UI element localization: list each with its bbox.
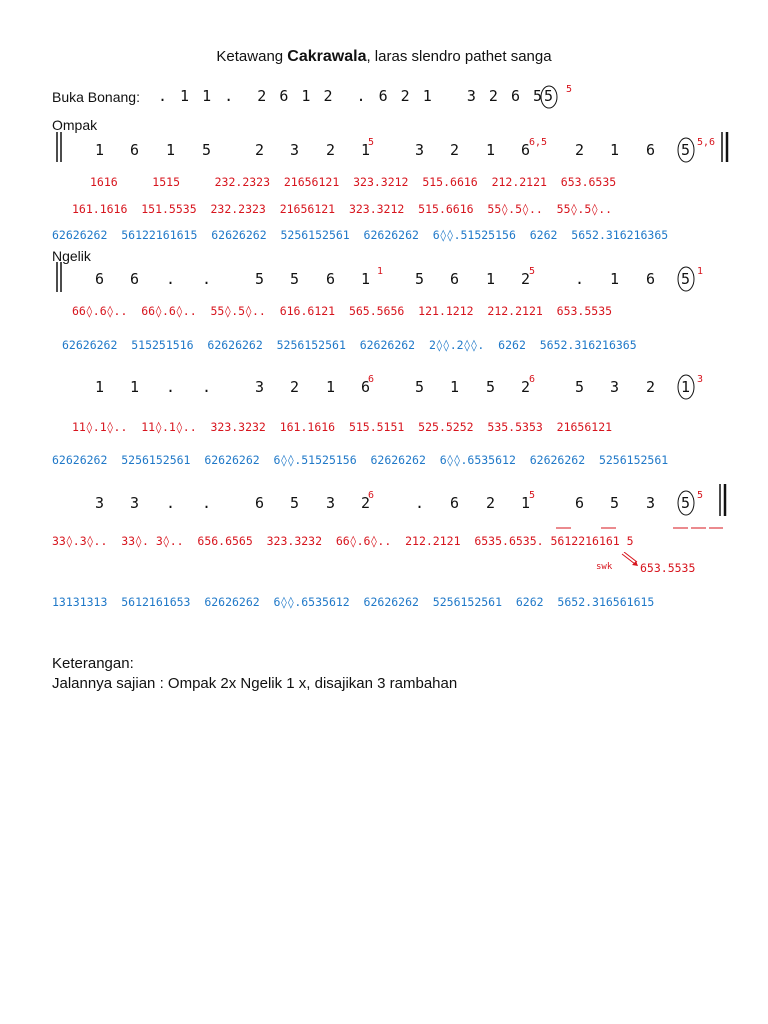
balungan-note: 2: [255, 141, 265, 159]
gong-mark: 5,6: [697, 137, 716, 148]
balungan-note: 5: [681, 141, 691, 159]
balungan-note: 6: [130, 270, 140, 288]
balungan-note: 1: [681, 378, 691, 396]
balungan-note: 6: [450, 494, 460, 512]
balungan-note: 5: [486, 378, 496, 396]
ompak-red-line-2: 161.1616 151.5535 232.2323 21656121 323.3212 515.6616 55◊.5◊.. 55◊.5◊..: [72, 202, 613, 216]
balungan-note: 2: [290, 378, 300, 396]
ngelik-blue-line-2: 62626262 5256152561 62626262 6◊◊.51525156 62626262 6◊◊.6535612 62626262 5256152561: [52, 453, 669, 467]
keterangan-heading: Keterangan:: [52, 655, 134, 672]
balungan-note: 3: [255, 378, 265, 396]
balungan-note: 3: [326, 494, 336, 512]
balungan-note: 6: [95, 270, 105, 288]
ngelik-red-line-3: 33◊.3◊.. 33◊. 3◊.. 656.6565 323.3232 66◊.6◊.. 212.2121 6535.6535. 5612216161 5: [52, 534, 634, 548]
gong-mark: 6: [368, 490, 375, 501]
balungan-note: 5: [290, 494, 300, 512]
title-prefix: Ketawang: [216, 48, 288, 65]
buka-notes: . 1 1 . 2 6 1 2 . 6 2 1 3 2 6 5: [158, 87, 545, 105]
buka-gong-note: 5: [544, 87, 554, 105]
balungan-note: .: [415, 494, 425, 512]
balungan-note: 1: [450, 378, 460, 396]
ngelik-repeat-open-icon: [55, 262, 67, 294]
balungan-note: 5: [610, 494, 620, 512]
balungan-note: 1: [610, 141, 620, 159]
ompak-repeat-open-icon: [55, 132, 67, 164]
balungan-note: 5: [290, 270, 300, 288]
balungan-note: .: [166, 494, 176, 512]
overline-marks: [555, 526, 725, 534]
balungan-note: 1: [486, 141, 496, 159]
ompak-blue-line: 62626262 56122161615 62626262 5256152561 62626262 6◊◊.51525156 6262 5652.316216365: [52, 228, 669, 242]
gong-mark: 1: [697, 266, 704, 277]
gong-circle: [675, 373, 697, 401]
balungan-note: 6: [450, 270, 460, 288]
balungan-note: 2: [326, 141, 336, 159]
balungan-note: 2: [450, 141, 460, 159]
balungan-note: 3: [415, 141, 425, 159]
balungan-note: 2: [521, 270, 531, 288]
balungan-note: 5: [681, 494, 691, 512]
balungan-note: 1: [361, 141, 371, 159]
balungan-note: 3: [130, 494, 140, 512]
balungan-note: 6: [361, 378, 371, 396]
swk-red-line: 653.5535: [640, 561, 696, 575]
balungan-note: 5: [575, 378, 585, 396]
balungan-note: 1: [166, 141, 176, 159]
balungan-note: 1: [361, 270, 371, 288]
ompak-label: Ompak: [52, 117, 98, 133]
balungan-note: 3: [290, 141, 300, 159]
gong-mark: 1: [377, 266, 384, 277]
balungan-note: 2: [646, 378, 656, 396]
balungan-note: 1: [326, 378, 336, 396]
balungan-note: .: [166, 378, 176, 396]
title-suffix: , laras slendro pathet sanga: [366, 48, 552, 65]
final-barline-icon: [716, 484, 730, 518]
balungan-note: 6: [521, 141, 531, 159]
balungan-note: 6: [130, 141, 140, 159]
gong-mark: 5: [529, 490, 536, 501]
balungan-note: .: [202, 378, 212, 396]
balungan-note: 2: [575, 141, 585, 159]
balungan-note: 2: [521, 378, 531, 396]
page-title: [0, 48, 768, 66]
balungan-note: 5: [415, 270, 425, 288]
balungan-note: 6: [646, 270, 656, 288]
balungan-note: 6: [575, 494, 585, 512]
balungan-note: 6: [646, 141, 656, 159]
balungan-note: 1: [486, 270, 496, 288]
keterangan-text: Jalannya sajian : Ompak 2x Ngelik 1 x, disajikan 3 rambahan: [52, 675, 458, 692]
title-name: Cakrawala: [287, 48, 367, 65]
ngelik-blue-line-3: 13131313 5612161653 62626262 6◊◊.6535612 62626262 5256152561 6262 5652.316561615: [52, 595, 655, 609]
balungan-note: .: [202, 494, 212, 512]
balungan-note: 1: [521, 494, 531, 512]
balungan-note: 2: [361, 494, 371, 512]
gong-mark: 6,5: [529, 137, 548, 148]
ompak-repeat-close-icon: [718, 132, 732, 164]
ngelik-red-line-1: 66◊.6◊.. 66◊.6◊.. 55◊.5◊.. 616.6121 565.5656 121.1212 212.2121 653.5535: [72, 304, 613, 318]
gong-mark: 6: [368, 374, 375, 385]
ngelik-blue-line-1: 62626262 515251516 62626262 5256152561 62626262 2◊◊.2◊◊. 6262 5652.316216365: [62, 338, 637, 352]
balungan-note: .: [202, 270, 212, 288]
balungan-note: 3: [610, 378, 620, 396]
balungan-note: 3: [646, 494, 656, 512]
balungan-note: .: [166, 270, 176, 288]
balungan-note: 3: [95, 494, 105, 512]
gong-circle: [675, 489, 697, 517]
balungan-note: 1: [95, 141, 105, 159]
balungan-note: 1: [130, 378, 140, 396]
gong-mark: 5: [697, 490, 704, 501]
gong-circle: [675, 136, 697, 164]
balungan-note: 1: [610, 270, 620, 288]
balungan-note: .: [575, 270, 585, 288]
balungan-note: 5: [202, 141, 212, 159]
gong-mark: 5: [529, 266, 536, 277]
ngelik-label: Ngelik: [52, 248, 91, 264]
balungan-note: 5: [415, 378, 425, 396]
balungan-note: 2: [486, 494, 496, 512]
ngelik-red-line-2: 11◊.1◊.. 11◊.1◊.. 323.3232 161.1616 515.5151 525.5252 535.5353 21656121: [72, 420, 613, 434]
buka-label: Buka Bonang:: [52, 89, 140, 105]
ompak-red-line-1: 1616 1515 232.2323 21656121 323.3212 515.6616 212.2121 653.6535: [90, 175, 617, 189]
swk-arrow-icon: [620, 552, 640, 568]
gong-circle: [675, 265, 697, 293]
gong-mark: 6: [529, 374, 536, 385]
balungan-note: 6: [326, 270, 336, 288]
swk-label: swk: [596, 562, 613, 572]
gong-mark: 5: [368, 137, 375, 148]
gong-mark: 3: [697, 374, 704, 385]
balungan-note: 6: [255, 494, 265, 512]
buka-gong-mark: 5: [566, 84, 573, 95]
balungan-note: 5: [255, 270, 265, 288]
balungan-note: 1: [95, 378, 105, 396]
balungan-note: 5: [681, 270, 691, 288]
